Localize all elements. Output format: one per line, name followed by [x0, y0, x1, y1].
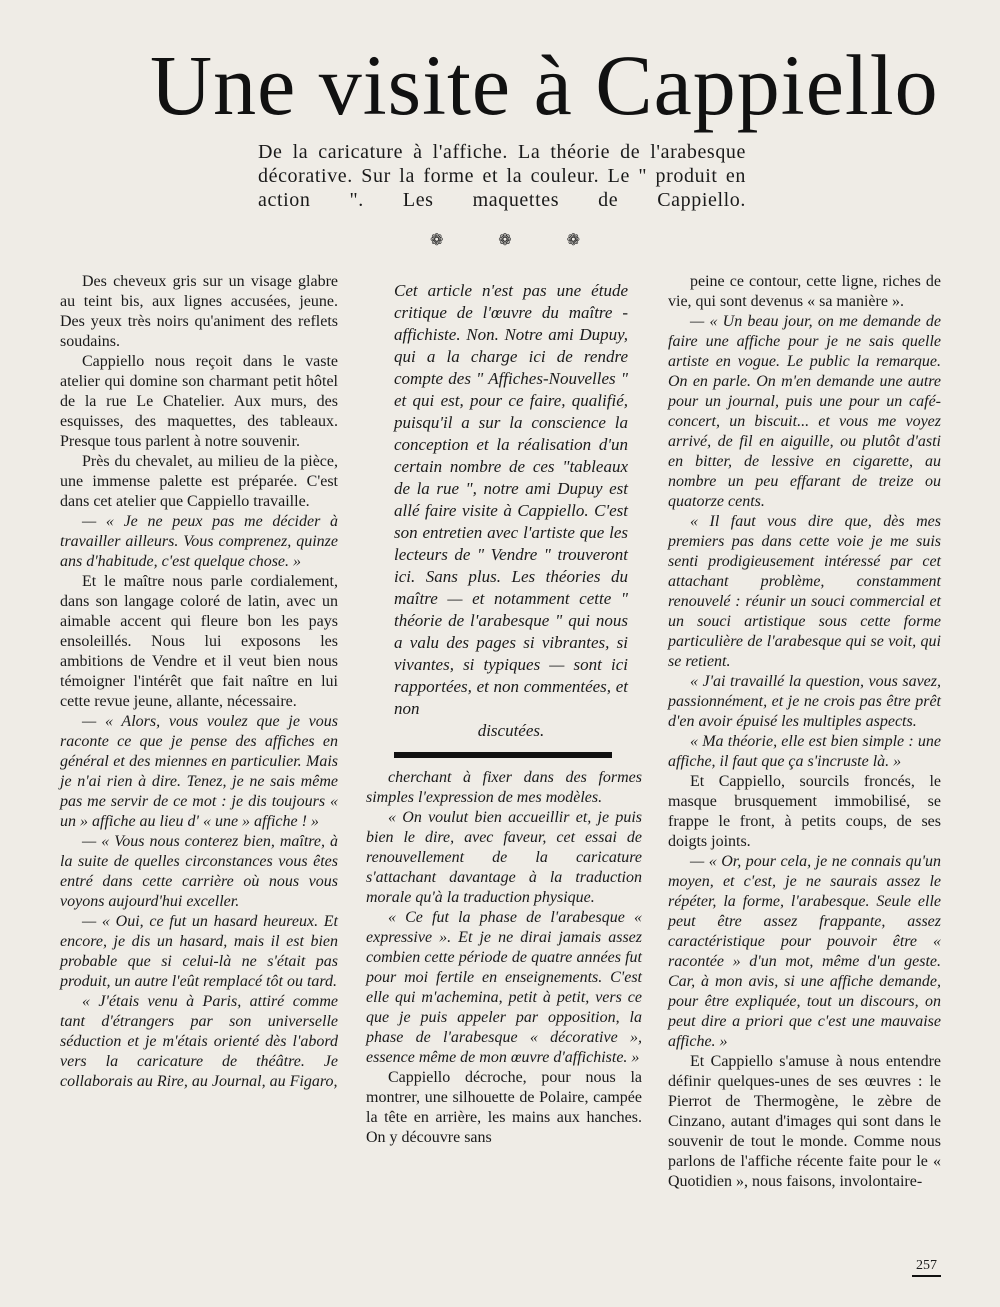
- paragraph: Et Cappiello s'amuse à nous entendre définir quelques-unes de ses œuvres : le Pierrot de Thermogène, le zèbre de Cinzano, autant d'images qui sont dans le souvenir de tout le monde. Comme nous parlons de l'affiche récente faite pour le « Quotidien », nous faisons, involontaire-: [668, 1053, 941, 1190]
- flower-ornament-icon: ❁: [498, 230, 512, 249]
- flower-ornament-icon: ❁: [566, 230, 580, 249]
- paragraph: « On voulut bien accueillir et, je puis bien le dire, avec faveur, cet essai de renouvellement de la caricature s'attachant davantage à la traduction morale qu'à la traduction physique.: [366, 809, 642, 906]
- intro-last-line: discutées.: [477, 721, 545, 740]
- paragraph: « Ce fut la phase de l'arabesque « expressive ». Et je ne dirai jamais assez combien cette période de quatre années fut pour moi fertile en enseignements. C'est elle qui m'achemina, petit à petit, vers ce que je puis appeler par opposition, la phase de l'arabesque « décorative », essence même de mon œuvre d'affichiste. »: [366, 909, 642, 1066]
- editorial-intro: [366, 280, 642, 742]
- paragraph: — « Or, pour cela, je ne connais qu'un moyen, et c'est, je ne saurais assez le répéter, la forme, l'arabesque. Seule elle peut être assez frappante, assez caractéristique pour pouvoir être « racontée » d'un mot, même d'un geste. Car, à mon avis, si une affiche demande, pour être expliquée, tout un discours, on peut dire a priori que c'est une mauvaise affiche. »: [668, 853, 941, 1050]
- page-number: 257: [912, 1258, 941, 1277]
- paragraph: Et le maître nous parle cordialement, dans son langage coloré de latin, avec un aimable accent qui fleure bon les pays ensoleillés. Nous lui exposons les ambitions de Vendre et il veut bien nous témoigner l'intérêt que fait naître en lui cette revue jeune, allante, nécessaire.: [60, 573, 338, 710]
- text-column-1: [60, 272, 338, 1092]
- section-divider: [394, 752, 612, 758]
- paragraph: « J'étais venu à Paris, attiré comme tant d'étrangers par son universelle séduction et je m'étais orienté dès l'abord vers la caricature de théâtre. Je collaborais au Rire, au Journal, au Figaro,: [60, 993, 338, 1090]
- text-column-2: [366, 272, 642, 1148]
- paragraph: Près du chevalet, au milieu de la pièce, une immense palette est préparée. C'est dans cet atelier que Cappiello travaille.: [60, 453, 338, 510]
- paragraph: peine ce contour, cette ligne, riches de vie, qui sont devenus « sa manière ».: [668, 273, 941, 310]
- paragraph: « Il faut vous dire que, dès mes premiers pas dans cette voie je me suis senti prodigieusement intéressé par cet attachant problème, constamment renouvelé : réunir un souci commercial et un souci artistique sous cette forme particulière de l'arabesque qui se voit, qui se retient.: [668, 513, 941, 670]
- paragraph: — « Un beau jour, on me demande de faire une affiche pour je ne sais quelle artiste en vogue. Le public la remarque. On en parle. On m'en demande une autre pour un journal, puis une pour un café-concert, un biscuit... et vous me voyez arrivé, de fil en aiguille, ou plutôt d'asti en bitter, de lessive en cigarette, au nombre un peu effarant de treize ou quatorze cents.: [668, 313, 941, 510]
- paragraph: Des cheveux gris sur un visage glabre au teint bis, aux lignes accusées, jeune. Des yeux très noirs qu'animent des reflets soudains.: [60, 273, 338, 350]
- paragraph: — « Oui, ce fut un hasard heureux. Et encore, je dis un hasard, mais il est bien probable que si celui-là ne s'était pas produit, un autre l'eût remplacé tôt ou tard.: [60, 913, 338, 990]
- paragraph: — « Alors, vous voulez que je vous raconte ce que je pense des affiches en général et des miennes en particulier. Mais je n'ai rien à dire. Tenez, je ne sais même pas me servir de ce mot : je dis toujours « un » affiche au lieu d' « une » affiche ! »: [60, 713, 338, 830]
- flower-ornament-icon: ❁: [430, 230, 444, 249]
- column-2-body: [366, 768, 642, 1148]
- paragraph: Cappiello nous reçoit dans le vaste atelier qui domine son charmant petit hôtel de la rue Le Chatelier. Aux murs, des esquisses, des maquettes, des tableaux. Presque tous parlent à notre souvenir.: [60, 353, 338, 450]
- paragraph: « J'ai travaillé la question, vous savez, passionnément, et je ne crois pas être prêt d'en avoir épuisé les multiples aspects.: [668, 673, 941, 730]
- ornament-row: [430, 230, 580, 249]
- paragraph: Et Cappiello, sourcils froncés, le masque brusquement immobilisé, se frappe le front, à petits coups, de ses doigts joints.: [668, 773, 941, 850]
- text-column-3: [668, 272, 941, 1192]
- paragraph: — « Je ne peux pas me décider à travailler ailleurs. Vous comprenez, quinze ans d'habitude, c'est quelque chose. »: [60, 513, 338, 570]
- article-subtitle: De la caricature à l'affiche. La théorie de l'arabesque décorative. Sur la forme et la couleur. Le " produit en action ". Les maquettes de Cappiello.: [258, 141, 746, 211]
- paragraph: cherchant à fixer dans des formes simples l'expression de mes modèles.: [366, 769, 642, 806]
- paragraph: Cappiello décroche, pour nous la montrer, une silhouette de Polaire, campée la tête en arrière, les mains aux hanches. On y découvre sans: [366, 1069, 642, 1146]
- article-title: Une visite à Cappiello: [150, 37, 939, 133]
- paragraph: — « Vous nous conterez bien, maître, à la suite de quelles circonstances vous êtes entré dans cette carrière où nous vous voyons aujourd'hui exceller.: [60, 833, 338, 910]
- paragraph: « Ma théorie, elle est bien simple : une affiche, il faut que ça s'incruste là. »: [668, 733, 941, 770]
- intro-text: Cet article n'est pas une étude critique de l'œuvre du maître - affichiste. Non. Notre ami Dupuy, qui a la charge ici de rendre compte des " Affiches-Nouvelles " et qui est, pour ce faire, qualifié, puisqu'il a sur la conscience la conception et la réalisation d'un certain nombre de ces "tableaux de la rue ", notre ami Dupuy est allé faire visite à Cappiello. C'est son entretien avec l'artiste que les lecteurs de " Vendre " trouveront ici. Sans plus. Les théories du maître — et notamment cette " théorie de l'arabesque " qui nous a valu des pages si vibrantes, si vivantes, si typiques — sont ici rapportées, et non commentées, et non: [394, 281, 628, 718]
